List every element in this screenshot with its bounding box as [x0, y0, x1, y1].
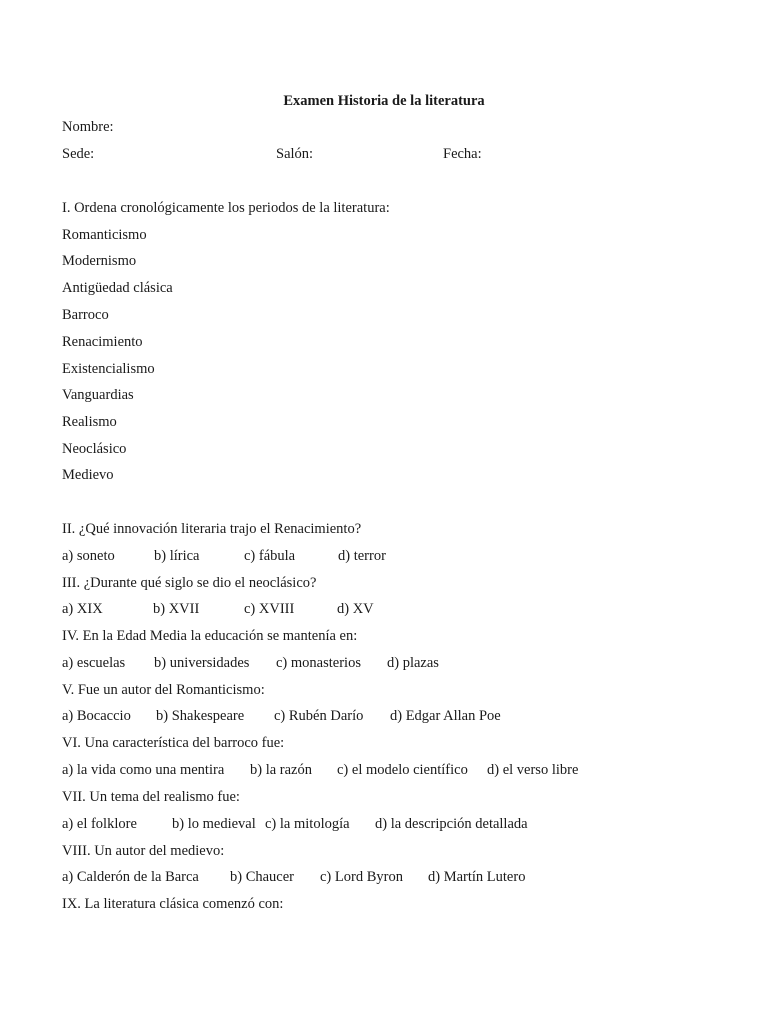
option-b: b) Shakespeare	[156, 708, 245, 724]
option-b: b) universidades	[154, 655, 250, 671]
option-d: d) Martín Lutero	[428, 869, 526, 885]
option-d: d) plazas	[387, 655, 439, 671]
question-7: VII. Un tema del realismo fue:	[62, 789, 240, 805]
option-a: a) Calderón de la Barca	[62, 869, 199, 885]
question-5: V. Fue un autor del Romanticismo:	[62, 682, 265, 698]
question-3: III. ¿Durante qué siglo se dio el neoclásico?	[62, 575, 317, 591]
option-d: d) terror	[338, 548, 386, 564]
question-4: IV. En la Edad Media la educación se mantenía en:	[62, 628, 358, 644]
question-8: VIII. Un autor del medievo:	[62, 843, 225, 859]
period-item: Existencialismo	[62, 361, 155, 377]
period-item: Barroco	[62, 307, 109, 323]
question-9: IX. La literatura clásica comenzó con:	[62, 896, 284, 912]
page-title: Examen Historia de la literatura	[283, 93, 485, 109]
question-8-options	[62, 867, 702, 887]
question-5-options	[62, 706, 702, 726]
option-b: b) lírica	[154, 548, 200, 564]
option-d: d) la descripción detallada	[375, 816, 528, 832]
option-c: c) XVIII	[244, 601, 295, 617]
period-item: Realismo	[62, 414, 117, 430]
option-a: a) escuelas	[62, 655, 126, 671]
option-d: d) Edgar Allan Poe	[390, 708, 501, 724]
option-c: c) Rubén Darío	[274, 708, 364, 724]
period-item: Vanguardias	[62, 387, 134, 403]
period-item: Antigüedad clásica	[62, 280, 173, 296]
period-item: Romanticismo	[62, 227, 147, 243]
option-c: c) el modelo científico	[337, 762, 468, 778]
question-6: VI. Una característica del barroco fue:	[62, 735, 285, 751]
option-a: a) la vida como una mentira	[62, 762, 225, 778]
period-item: Medievo	[62, 467, 114, 483]
fecha-label: Fecha:	[443, 146, 482, 162]
salon-label: Salón:	[276, 146, 314, 162]
period-item: Renacimiento	[62, 334, 143, 350]
option-d: d) el verso libre	[487, 762, 579, 778]
option-c: c) la mitología	[265, 816, 350, 832]
option-a: a) Bocaccio	[62, 708, 131, 724]
option-a: a) XIX	[62, 601, 103, 617]
option-c: c) Lord Byron	[320, 869, 403, 885]
option-c: c) monasterios	[276, 655, 361, 671]
question-6-options	[62, 760, 702, 780]
option-d: d) XV	[337, 601, 374, 617]
period-item: Modernismo	[62, 253, 137, 269]
option-b: b) la razón	[250, 762, 312, 778]
option-a: a) soneto	[62, 548, 115, 564]
option-b: b) Chaucer	[230, 869, 295, 885]
option-c: c) fábula	[244, 548, 296, 564]
nombre-label: Nombre:	[62, 119, 114, 135]
option-b: b) lo medieval	[172, 816, 256, 832]
option-b: b) XVII	[153, 601, 200, 617]
section-1-heading: I. Ordena cronológicamente los periodos de la literatura:	[62, 200, 390, 216]
question-3-options	[62, 599, 702, 619]
question-2: II. ¿Qué innovación literaria trajo el Renacimiento?	[62, 521, 362, 537]
question-4-options	[62, 653, 702, 673]
option-a: a) el folklore	[62, 816, 137, 832]
header-row	[62, 144, 702, 164]
question-2-options	[62, 546, 702, 566]
question-7-options	[62, 814, 702, 834]
sede-label: Sede:	[62, 146, 95, 162]
period-item: Neoclásico	[62, 441, 127, 457]
